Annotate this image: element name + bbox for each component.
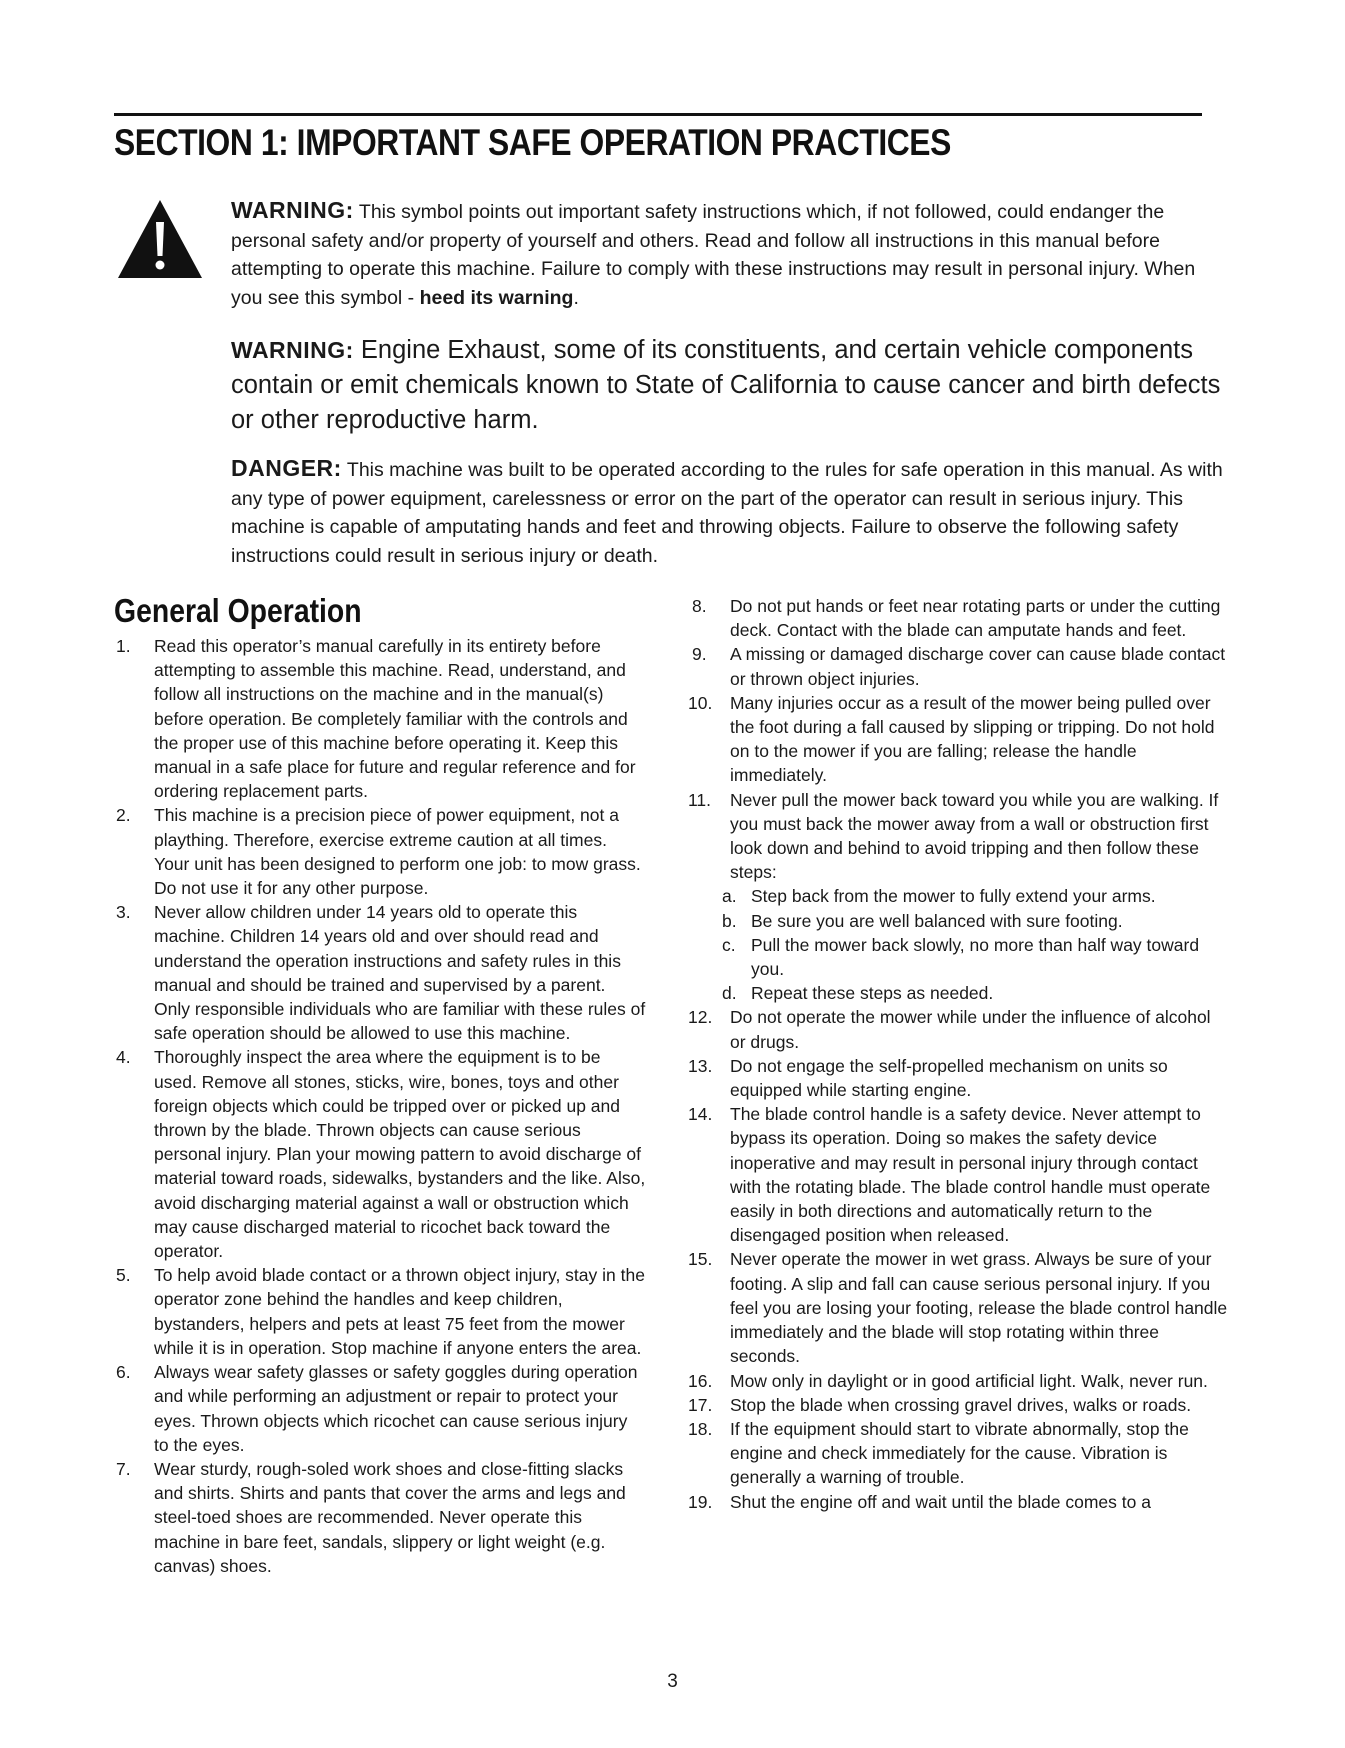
list-item — [688, 1369, 1230, 1393]
list-item-text: If the equipment should start to vibrate abnormally, stop the engine and check immediately for the cause. Vibration is generally a warning of trouble. — [730, 1418, 1189, 1488]
warning-emphasis: heed its warning — [419, 286, 574, 309]
list-item — [688, 1102, 1230, 1247]
list-subitem-text: Be sure you are well balanced with sure footing. — [751, 910, 1123, 931]
list-item — [688, 1417, 1230, 1490]
list-item-text: Shut the engine off and wait until the blade comes to a — [730, 1491, 1151, 1512]
list-item — [688, 1490, 1230, 1514]
list-item-text: Never operate the mower in wet grass. Always be sure of your footing. A slip and fall can cause serious personal injury. If you feel you are losing your footing, release the blade control handle immediately and the blade will stop rotating within three seconds. — [730, 1249, 1228, 1367]
list-item-text: Stop the blade when crossing gravel drives, walks or roads. — [730, 1394, 1192, 1415]
list-item-text: Do not put hands or feet near rotating parts or under the cutting deck. Contact with the blade can amputate hands and feet. — [730, 596, 1221, 641]
list-subitem — [692, 884, 1230, 908]
list-item-text: Always wear safety glasses or safety goggles during operation and while performing an adjustment or repair to protect your eyes. Thrown objects which ricochet can cause serious injury to the eyes. — [154, 1362, 638, 1455]
list-item-text: Never pull the mower back toward you while you are walking. If you must back the mower away from a wall or obstruction first look down and behind to avoid tripping and then follow these steps: — [730, 789, 1219, 883]
list-item-number: 6. — [116, 1362, 131, 1383]
general-operation-heading: General Operation — [114, 592, 362, 629]
danger-text: This machine was built to be operated according to the rules for safe operation in this manual. As with any type of power equipment, carelessness or error on the part of the operator can result in serious injury. This machine is capable of amputating hands and feet and throwing objects. Failure to observe the following safety instructions could result in serious injury or death. — [231, 459, 1223, 567]
list-item-number: 17. — [688, 1394, 713, 1415]
list-item-number: 13. — [688, 1055, 713, 1076]
list-item-number: 4. — [116, 1047, 131, 1068]
warning-notice-california — [231, 333, 1227, 438]
list-item-number: 14. — [688, 1104, 713, 1125]
warning-label: WARNING: — [231, 337, 354, 363]
list-subitem — [692, 981, 1230, 1005]
page-number: 3 — [667, 1671, 678, 1692]
list-item-number: 7. — [116, 1458, 131, 1479]
list-item-text: Never allow children under 14 years old to operate this machine. Children 14 years old and over should read and understand the operation instructions and safety rules in this manual and should be trained and supervised by a parent. Only responsible individuals who are familiar with these rules of safe operation should be allowed to use this machine. — [154, 902, 646, 1044]
list-item-text: Do not engage the self-propelled mechanism on units so equipped while starting engine. — [730, 1055, 1168, 1101]
warning-end: . — [573, 286, 579, 309]
list-item-number: 3. — [116, 902, 131, 923]
list-item — [688, 1393, 1230, 1417]
list-item — [688, 788, 1230, 885]
list-item-text: This machine is a precision piece of power equipment, not a plaything. Therefore, exercise extreme caution at all times. Your unit has been designed to perform one job: to mow grass. Do not use it for any other purpose. — [154, 805, 641, 899]
list-subitem — [692, 909, 1230, 933]
general-operation-list-left — [116, 634, 646, 1578]
list-item — [692, 642, 1230, 690]
list-item-number: 1. — [116, 636, 131, 656]
list-subitem-letter: c. — [722, 934, 736, 955]
general-operation-list-right — [688, 594, 1230, 1514]
list-item-number: 16. — [688, 1370, 713, 1391]
list-item-text: Many injuries occur as a result of the mower being pulled over the foot during a fall caused by slipping or tripping. Do not hold on to the mower if you are falling; release the handle immediately. — [730, 692, 1215, 786]
list-item — [116, 634, 646, 803]
list-item-number: 10. — [688, 692, 713, 713]
list-item-number: 5. — [116, 1265, 131, 1286]
list-item — [116, 1263, 646, 1360]
list-subitem-text: Repeat these steps as needed. — [751, 983, 994, 1004]
warning-text: This symbol points out important safety instructions which, if not followed, could endanger the personal safety and/or property of yourself and others. Read and follow all instructions in this manual before attempting to operate this machine. Failure to comply with these instructions may result in personal injury. When you see this symbol - — [231, 201, 1196, 309]
danger-notice — [231, 454, 1227, 570]
list-item-number: 19. — [688, 1491, 713, 1512]
list-subitem-letter: a. — [722, 886, 737, 907]
list-item — [688, 1247, 1230, 1368]
list-subitem-text: Pull the mower back slowly, no more than half way toward you. — [751, 934, 1200, 980]
warning-label: WARNING: — [231, 197, 354, 223]
section-title: SECTION 1: IMPORTANT SAFE OPERATION PRACTICES — [114, 122, 951, 163]
list-item-number: 2. — [116, 805, 131, 826]
danger-label: DANGER: — [231, 455, 342, 481]
list-item-number: 18. — [688, 1418, 713, 1439]
list-item — [116, 1457, 646, 1578]
list-item — [116, 803, 646, 900]
list-item — [692, 594, 1230, 642]
list-item-number: 9. — [692, 644, 707, 665]
list-item-number: 11. — [688, 789, 712, 810]
list-item-number: 8. — [692, 596, 707, 616]
list-item-text: Mow only in daylight or in good artificial light. Walk, never run. — [730, 1370, 1208, 1391]
list-item — [688, 1005, 1230, 1053]
list-item-number: 12. — [688, 1007, 713, 1028]
top-rule — [114, 113, 1202, 116]
list-item-text: The blade control handle is a safety device. Never attempt to bypass its operation. Doing so makes the safety device inoperative and may result in personal injury through contact with the rotating blade. The blade control handle must operate easily in both directions and automatically return to the disengaged position when released. — [730, 1104, 1211, 1246]
list-subitem — [692, 933, 1230, 981]
list-item — [116, 900, 646, 1045]
list-subitem-letter: d. — [722, 983, 737, 1004]
warning-triangle-icon — [116, 198, 204, 280]
warning-notice-symbol — [231, 196, 1227, 312]
list-subitem-letter: b. — [722, 910, 737, 931]
list-item-text: To help avoid blade contact or a thrown object injury, stay in the operator zone behind the handles and keep children, bystanders, helpers and pets at least 75 feet from the mower while it is in operation. Stop machine if anyone enters the area. — [154, 1265, 645, 1358]
list-subitem-text: Step back from the mower to fully extend your arms. — [751, 886, 1156, 907]
list-item — [116, 1045, 646, 1263]
list-item — [116, 1360, 646, 1457]
list-item-text: Read this operator’s manual carefully in its entirety before attempting to assemble this machine. Read, understand, and follow all instructions on the machine and in the manual(s) before operation. Be completely familiar with the controls and the proper use of this machine before operating it. Keep this manual in a safe place for future and regular reference and for ordering replacement parts. — [154, 636, 636, 802]
warning-text: Engine Exhaust, some of its constituents, and certain vehicle components contain or emit chemicals known to State of California to cause cancer and birth defects or other reproductive harm. — [231, 336, 1221, 434]
list-item — [688, 691, 1230, 788]
list-item-number: 15. — [688, 1249, 713, 1270]
list-item-text: Thoroughly inspect the area where the equipment is to be used. Remove all stones, sticks, wire, bones, toys and other foreign objects which could be tripped over or picked up and thrown by the blade. Thrown objects can cause serious personal injury. Plan your mowing pattern to avoid discharge of material toward roads, sidewalks, bystanders and the like. Also, avoid discharging material against a wall or obstruction which may cause discharged material to ricochet back toward the operator. — [154, 1047, 646, 1262]
list-item — [688, 1054, 1230, 1102]
list-item-text: A missing or damaged discharge cover can cause blade contact or thrown object injuries. — [730, 644, 1226, 689]
list-item-text: Do not operate the mower while under the influence of alcohol or drugs. — [730, 1007, 1211, 1052]
list-item-text: Wear sturdy, rough-soled work shoes and close-fitting slacks and shirts. Shirts and pants that cover the arms and legs and steel-toed shoes are recommended. Never operate this machine in bare feet, sandals, slippery or light weight (e.g. canvas) shoes. — [154, 1458, 626, 1576]
